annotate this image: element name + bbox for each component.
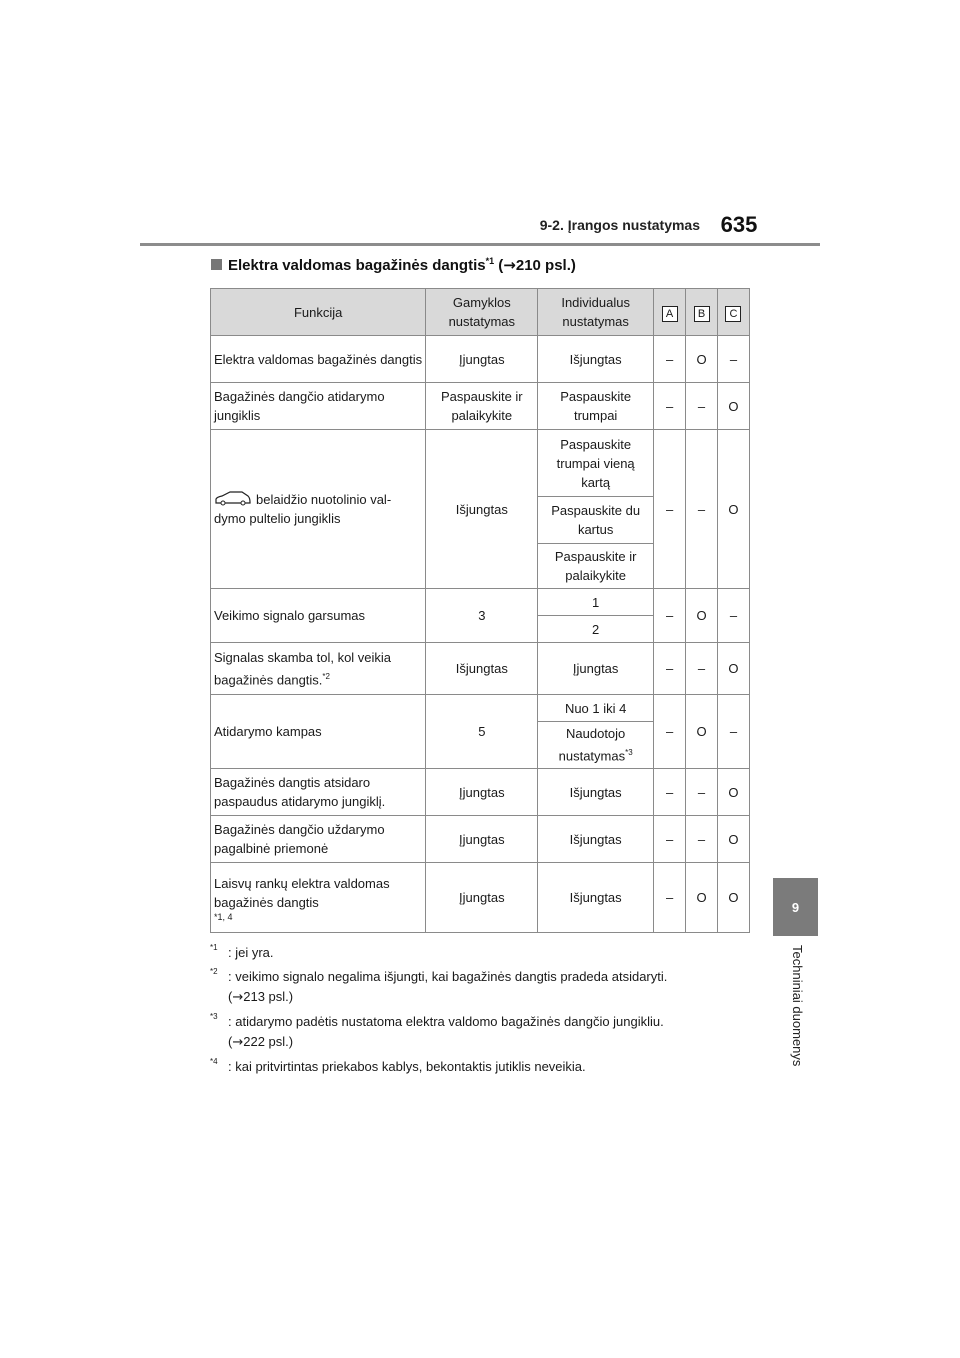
right-arrow-icon: → bbox=[232, 990, 244, 1005]
cell-a: – bbox=[654, 816, 686, 863]
table-row bbox=[211, 430, 750, 497]
settings-table bbox=[210, 288, 750, 933]
box-b: B bbox=[694, 306, 710, 322]
table-row bbox=[211, 863, 750, 933]
cell-c: O bbox=[717, 863, 749, 933]
cell-function: Bagažinės dangčio uždarymo pagalbinė priemonė bbox=[211, 816, 426, 863]
header-b bbox=[686, 289, 718, 336]
footnote-text: : jei yra. bbox=[228, 945, 274, 960]
footnote-text: : veikimo signalo negalima išjungti, kai bagažinės dangtis pradeda atsidaryti. bbox=[228, 969, 668, 984]
section-ref-open: ( bbox=[498, 257, 504, 274]
footnote-mark: *4 bbox=[210, 1057, 218, 1066]
cell-default: Įjungtas bbox=[426, 336, 538, 383]
header-default: Gamyklos nustatymas bbox=[426, 289, 538, 336]
footnote-text: : kai pritvirtintas priekabos kablys, bekontaktis jutiklis neveikia. bbox=[228, 1059, 586, 1074]
cell-function: Bagažinės dangčio atidarymo jungiklis bbox=[211, 383, 426, 430]
table-row bbox=[211, 643, 750, 695]
cell-function bbox=[211, 643, 426, 695]
cell-default: 3 bbox=[426, 589, 538, 643]
footnote-4 bbox=[210, 1057, 770, 1077]
footnote-mark: *1 bbox=[210, 943, 218, 952]
footnotes bbox=[210, 943, 770, 1081]
chapter-tab bbox=[773, 878, 818, 936]
cell-custom: Paspauskite trumpai bbox=[538, 383, 654, 430]
cell-c: – bbox=[717, 695, 749, 769]
cell-b: – bbox=[686, 430, 718, 589]
cell-a: – bbox=[654, 643, 686, 695]
cell-c: – bbox=[717, 589, 749, 643]
table-header-row bbox=[211, 289, 750, 336]
cell-default: Išjungtas bbox=[426, 643, 538, 695]
footnote-2 bbox=[210, 967, 770, 1008]
footnote-text: : atidarymo padėtis nustatoma elektra valdomo bagažinės dangčio jungikliu. bbox=[228, 1014, 664, 1029]
chapter-number: 9 bbox=[791, 899, 800, 915]
table-row bbox=[211, 383, 750, 430]
cell-function-text: belaidžio nuotolinio val-dymo pultelio jungiklis bbox=[214, 492, 392, 526]
cell-c: O bbox=[717, 769, 749, 816]
cell-c: O bbox=[717, 643, 749, 695]
cell-custom: 1 bbox=[538, 589, 654, 616]
table-row bbox=[211, 336, 750, 383]
cell-a: – bbox=[654, 769, 686, 816]
header-rule bbox=[140, 243, 820, 246]
cell-custom: Paspauskite du kartus bbox=[538, 497, 654, 544]
cell-c: – bbox=[717, 336, 749, 383]
cell-custom: Išjungtas bbox=[538, 863, 654, 933]
header-custom: Individualus nustatymas bbox=[538, 289, 654, 336]
cell-custom: Išjungtas bbox=[538, 336, 654, 383]
cell-c: O bbox=[717, 383, 749, 430]
cell-function: Elektra valdomas bagažinės dangtis bbox=[211, 336, 426, 383]
cell-b: O bbox=[686, 695, 718, 769]
footnote-mark: *1, 4 bbox=[214, 911, 233, 922]
table-row bbox=[211, 816, 750, 863]
footnote-mark: *3 bbox=[210, 1012, 218, 1021]
cell-function bbox=[211, 430, 426, 589]
section-footnote-mark: *1 bbox=[485, 256, 495, 266]
footnote-ref: 213 psl.) bbox=[243, 989, 294, 1004]
cell-c: O bbox=[717, 430, 749, 589]
box-c: C bbox=[725, 306, 741, 322]
cell-custom bbox=[538, 722, 654, 769]
cell-custom: 2 bbox=[538, 616, 654, 643]
cell-function: Veikimo signalo garsumas bbox=[211, 589, 426, 643]
box-a: A bbox=[662, 306, 678, 322]
cell-b: O bbox=[686, 336, 718, 383]
section-heading bbox=[211, 256, 771, 274]
cell-default: Paspauskite ir palaikykite bbox=[426, 383, 538, 430]
cell-a: – bbox=[654, 336, 686, 383]
page-number: 635 bbox=[720, 212, 758, 237]
cell-function bbox=[211, 863, 426, 933]
footnote-mark: *3 bbox=[625, 748, 633, 758]
cell-custom: Išjungtas bbox=[538, 816, 654, 863]
table-row bbox=[211, 695, 750, 722]
car-icon bbox=[214, 490, 252, 506]
cell-b: – bbox=[686, 643, 718, 695]
cell-b: O bbox=[686, 589, 718, 643]
cell-custom: Nuo 1 iki 4 bbox=[538, 695, 654, 722]
section-ref: 210 psl.) bbox=[515, 257, 576, 274]
cell-custom-text: Naudotojo nustatymas bbox=[558, 726, 626, 764]
cell-function-text: Signalas skamba tol, kol veikia bagažinės dangtis. bbox=[214, 649, 392, 688]
table-row bbox=[211, 589, 750, 616]
footnote-3 bbox=[210, 1012, 770, 1053]
cell-a: – bbox=[654, 430, 686, 589]
cell-default: Įjungtas bbox=[426, 816, 538, 863]
cell-default: Įjungtas bbox=[426, 769, 538, 816]
cell-a: – bbox=[654, 383, 686, 430]
header-c bbox=[717, 289, 749, 336]
cell-custom: Paspauskite trumpai vieną kartą bbox=[538, 430, 654, 497]
footnote-1 bbox=[210, 943, 770, 963]
cell-custom: Įjungtas bbox=[538, 643, 654, 695]
footnote-mark: *2 bbox=[322, 671, 330, 681]
footnote-ref-open: ( bbox=[228, 1034, 233, 1049]
cell-default: Išjungtas bbox=[426, 430, 538, 589]
section-title: Elektra valdomas bagažinės dangtis bbox=[228, 257, 486, 274]
cell-function-text: Laisvų rankų elektra valdomas bagažinės dangtis bbox=[214, 875, 390, 910]
header-function: Funkcija bbox=[211, 289, 426, 336]
cell-a: – bbox=[654, 863, 686, 933]
cell-custom: Išjungtas bbox=[538, 769, 654, 816]
cell-b: – bbox=[686, 816, 718, 863]
footnote-mark: *2 bbox=[210, 967, 218, 976]
cell-b: – bbox=[686, 383, 718, 430]
running-header-title: 9-2. Įrangos nustatymas bbox=[539, 217, 700, 233]
cell-b: – bbox=[686, 769, 718, 816]
square-bullet-icon bbox=[211, 259, 222, 270]
chapter-title: Techniniai duomenys bbox=[790, 945, 805, 1067]
header-a bbox=[654, 289, 686, 336]
footnote-ref: 222 psl.) bbox=[243, 1034, 294, 1049]
cell-default: 5 bbox=[426, 695, 538, 769]
cell-custom: Paspauskite ir palaikykite bbox=[538, 544, 654, 589]
cell-b: O bbox=[686, 863, 718, 933]
table-row bbox=[211, 769, 750, 816]
footnote-ref-open: ( bbox=[228, 989, 233, 1004]
cell-default: Įjungtas bbox=[426, 863, 538, 933]
cell-function: Bagažinės dangtis atsidaro paspaudus atidarymo jungiklį. bbox=[211, 769, 426, 816]
cell-a: – bbox=[654, 589, 686, 643]
cell-a: – bbox=[654, 695, 686, 769]
cell-c: O bbox=[717, 816, 749, 863]
right-arrow-icon: → bbox=[232, 1035, 244, 1050]
cell-function: Atidarymo kampas bbox=[211, 695, 426, 769]
right-arrow-icon: → bbox=[503, 256, 516, 274]
